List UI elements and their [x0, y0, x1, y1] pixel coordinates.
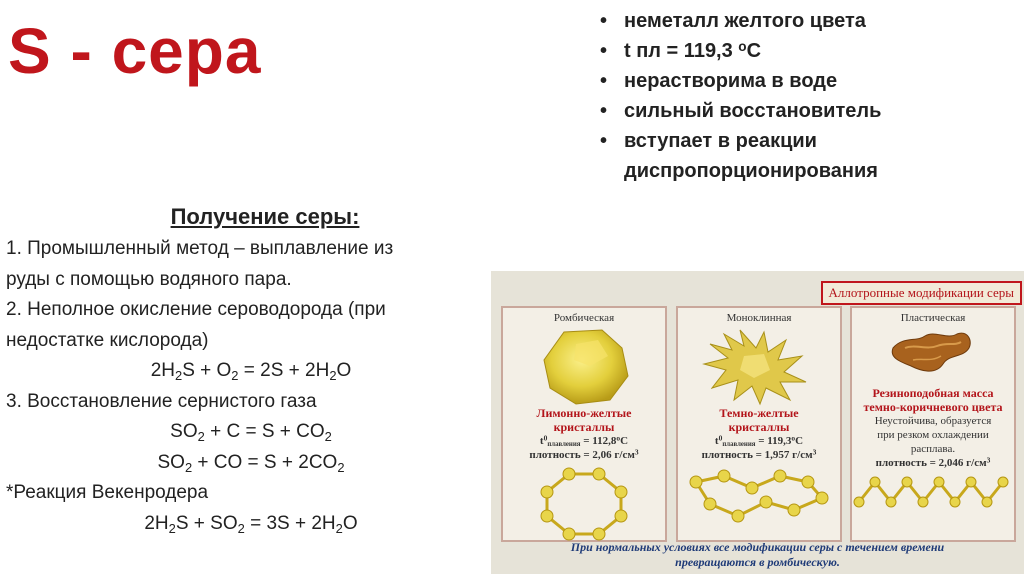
rhombic-crystal-image	[524, 326, 644, 406]
density: плотность = 2,046 $г/см^3$	[875, 455, 991, 469]
allotropes-panel	[491, 271, 1024, 574]
card-name: Ромбическая	[553, 312, 615, 324]
plastic-sulfur-image	[883, 326, 983, 386]
bullet-icon: •	[600, 100, 608, 122]
card-name: Моноклинная	[726, 312, 792, 324]
card-plastic: Пластическая Резиноподобная масса темно-коричневого цвета Неустойчива, образуется при резком охлаждении расплава. плотность = 2,046 $г/см^3$	[850, 306, 1016, 542]
method-3-line: 3. Восстановление сернистого газа	[6, 390, 317, 412]
properties-list	[596, 6, 881, 186]
card-rhombic: Ромбическая Лимонно-желтые кристаллы $t^0_{плавления} = 112,8^оС$ плотность = 2,06 $г/см^3$	[501, 306, 667, 542]
method-1-line: руды с помощью водяного пара.	[6, 268, 292, 290]
equation-2: $SO_2 + C = S + CO_2$	[170, 421, 332, 444]
property-item: • сильный восстановитель	[596, 96, 881, 126]
bullet-icon: •	[600, 130, 608, 152]
panel-footer: При нормальных условиях все модификации серы с течением времени превращаются в ромбическую.	[570, 540, 945, 569]
melting-point: $t^0_{плавления} = 119,3^оС$	[714, 433, 804, 449]
density: плотность = 2,06 $г/см^3$	[529, 447, 639, 461]
panel-title: Аллотропные модификации серы	[821, 281, 1022, 305]
page-title: S - сера	[8, 15, 262, 87]
property-item: • неметалл желтого цвета	[596, 6, 881, 36]
s8-crown-molecule-image	[684, 468, 834, 528]
equation-4: $2H_2S + SO_2 = 3S + 2H_2O$	[144, 512, 358, 536]
method-2-line: недостатке кислорода)	[6, 329, 209, 351]
monoclinic-crystal-image	[694, 326, 824, 406]
density: плотность = 1,957 $г/см^3$	[701, 447, 817, 461]
bullet-icon: •	[600, 70, 608, 92]
card-name: Пластическая	[900, 312, 966, 324]
sulfur-chain-molecule-image	[853, 472, 1013, 516]
section-heading: Получение серы:	[170, 204, 360, 229]
method-1-line: 1. Промышленный метод – выплавление из	[6, 238, 394, 259]
s8-ring-molecule-image	[529, 464, 639, 544]
property-item: • вступает в реакции диспропорционирования	[596, 126, 881, 186]
melting-point: $t^0_{плавления} = 112,8^оС$	[539, 433, 629, 449]
production-section	[6, 200, 496, 539]
equation-1: $2H_2S + O_2 = 2S + 2H_2O$	[150, 360, 352, 383]
card-monoclinic: Моноклинная Темно-желтые кристаллы $t^0_{плавления} = 119,3^оС$ плотность = 1,957 $г/см^3$	[676, 306, 842, 542]
bullet-icon: •	[600, 10, 608, 32]
bullet-icon: •	[600, 40, 608, 62]
method-2-line: 2. Неполное окисление сероводорода (при	[6, 299, 386, 320]
property-item: • t пл = 119,3 $^о$С	[596, 36, 881, 66]
property-item: • нерастворима в воде	[596, 66, 881, 96]
note-line: *Реакция Векенродера	[6, 482, 209, 503]
equation-3: $SO_2$ + CO = $S + 2CO_2$	[157, 451, 345, 475]
